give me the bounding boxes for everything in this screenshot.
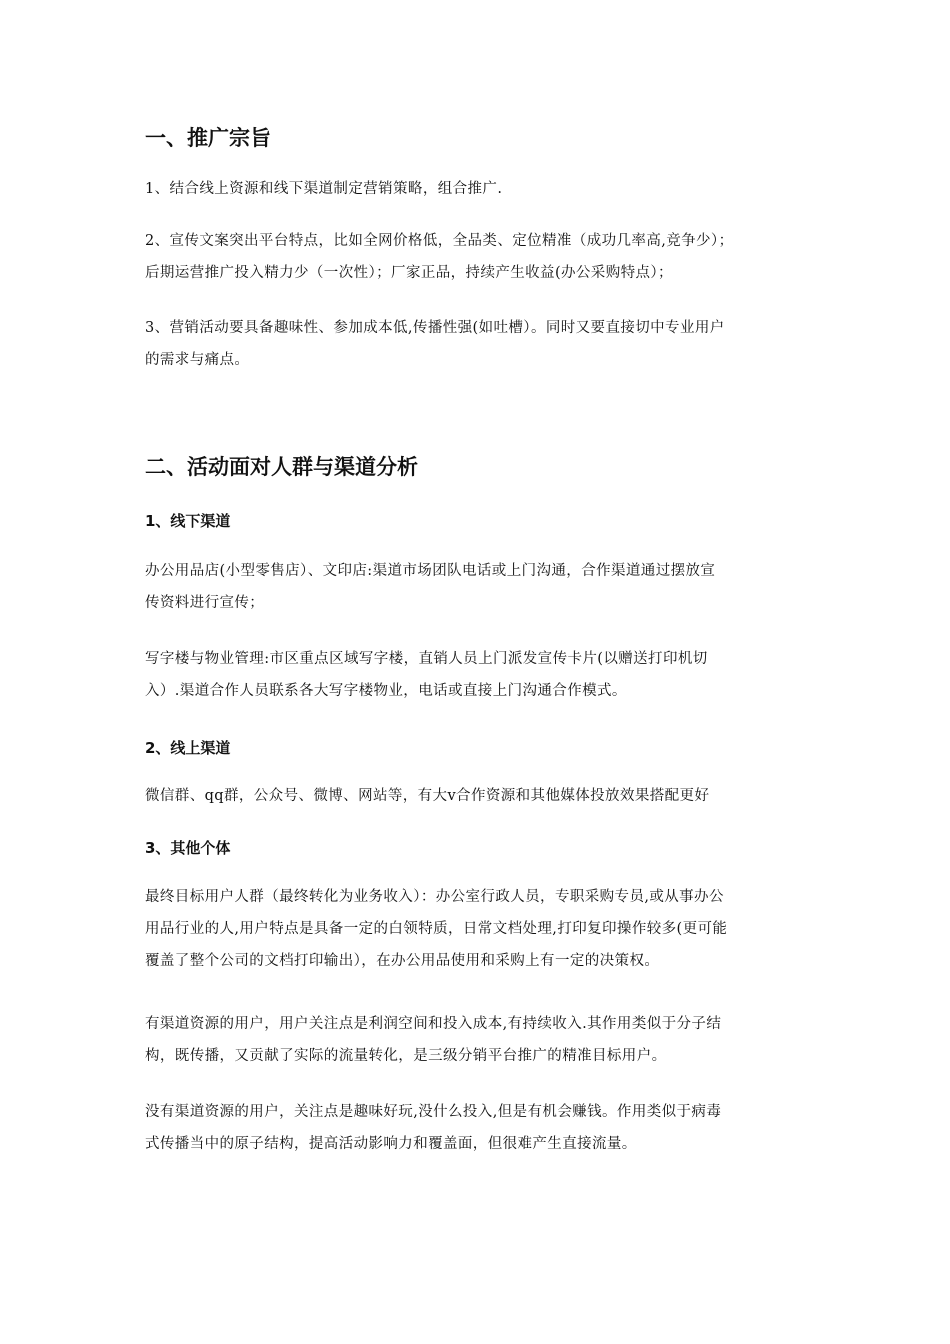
text-line: 微信群、qq群，公众号、微博、网站等，有大v合作资源和其他媒体投放效果搭配更好: [145, 788, 710, 804]
section-2-heading: 二、活动面对人群与渠道分析: [145, 455, 418, 479]
offline-paragraph-1: [145, 555, 810, 619]
text-line: 构，既传播，又贡献了实际的流量转化，是三级分销平台推广的精准目标用户。: [145, 1048, 667, 1064]
text-line: 有渠道资源的用户，用户关注点是利润空间和投入成本,有持续收入.其作用类似于分子结: [145, 1016, 722, 1032]
text-line: 入）.渠道合作人员联系各大写字楼物业，电话或直接上门沟通合作模式。: [145, 683, 627, 699]
offline-paragraph-2: [145, 643, 810, 707]
text-line: 1、结合线上资源和线下渠道制定营销策略，组合推广.: [145, 181, 503, 197]
section-1-paragraph-3: [145, 312, 810, 376]
online-paragraph-1: [145, 780, 810, 812]
text-line: 办公用品店(小型零售店）、文印店:渠道市场团队电话或上门沟通，合作渠道通过摆放宣: [145, 563, 716, 579]
subsection-online-heading: 2、线上渠道: [145, 739, 231, 757]
individuals-paragraph-3: [145, 1096, 810, 1160]
text-line: 后期运营推广投入精力少（一次性）；厂家正品，持续产生收益(办公采购特点）；: [145, 265, 673, 281]
text-line: 传资料进行宣传；: [145, 595, 265, 611]
text-line: 3、营销活动要具备趣味性、参加成本低,传播性强(如吐槽）。同时又要直接切中专业用户: [145, 320, 725, 336]
text-line: 写字楼与物业管理:市区重点区域写字楼，直销人员上门派发宣传卡片(以赠送打印机切: [145, 651, 708, 667]
section-1-paragraph-2: [145, 225, 810, 289]
individuals-paragraph-2: [145, 1008, 810, 1072]
text-line: 没有渠道资源的用户，关注点是趣味好玩,没什么投入,但是有机会赚钱。作用类似于病毒: [145, 1104, 722, 1120]
subsection-offline-heading: 1、线下渠道: [145, 512, 231, 530]
text-line: 用品行业的人,用户特点是具备一定的白领特质，日常文档处理,打印复印操作较多(更可能: [145, 921, 728, 937]
text-line: 2、宣传文案突出平台特点，比如全网价格低，全品类、定位精准（成功几率高,竞争少）；: [145, 233, 734, 249]
document-page: [145, 0, 810, 1344]
section-1-heading: 一、推广宗旨: [145, 126, 271, 150]
subsection-individuals-heading: 3、其他个体: [145, 839, 231, 857]
text-line: 式传播当中的原子结构，提高活动影响力和覆盖面，但很难产生直接流量。: [145, 1136, 637, 1152]
text-line: 的需求与痛点。: [145, 352, 250, 368]
text-line: 覆盖了整个公司的文档打印输出），在办公用品使用和采购上有一定的决策权。: [145, 953, 660, 969]
text-line: 最终目标用户人群（最终转化为业务收入）：办公室行政人员，专职采购专员,或从事办公: [145, 889, 724, 905]
individuals-paragraph-1: [145, 881, 810, 977]
section-1-paragraph-1: [145, 173, 810, 205]
